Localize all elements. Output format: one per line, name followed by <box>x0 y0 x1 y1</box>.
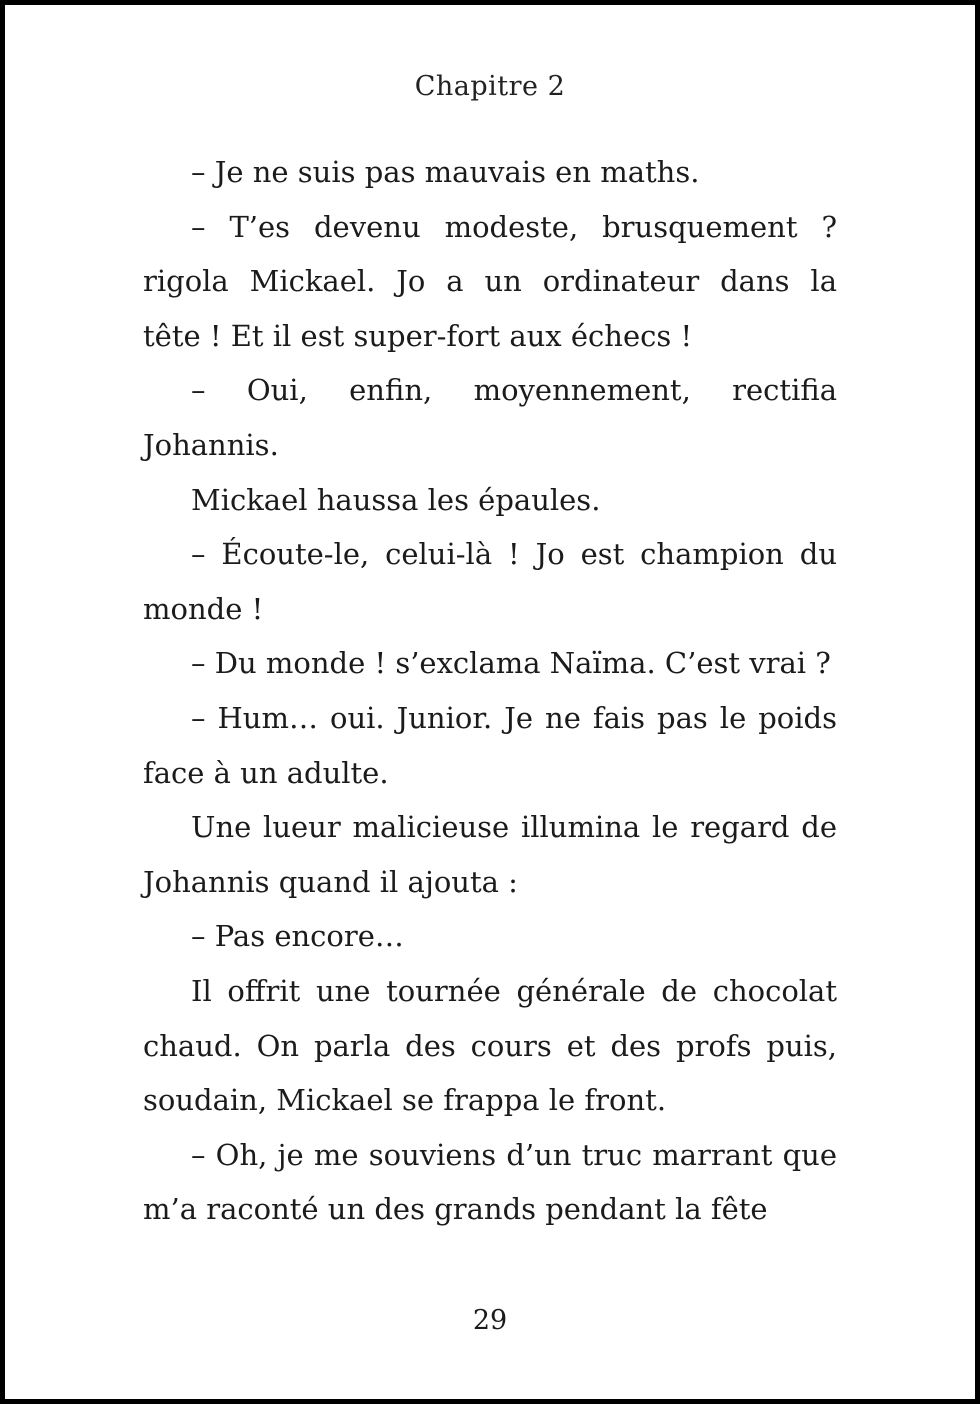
paragraph: Une lueur malicieuse illumina le regard de Johannis quand il ajouta : <box>143 810 837 899</box>
page-body-text <box>143 145 837 1237</box>
paragraph: – Je ne suis pas mauvais en maths. <box>191 155 700 189</box>
paragraph: – Pas encore… <box>191 919 404 954</box>
page-number: 29 <box>472 1305 508 1336</box>
chapter-title: Chapitre 2 <box>414 71 566 102</box>
paragraph: – Du monde ! s’exclama Naïma. C’est vrai ? <box>191 646 831 681</box>
paragraph: – Oh, je me souviens d’un truc marrant que m’a raconté un des grands pendant la fête <box>143 1137 837 1227</box>
paragraph: – Oui, enfin, moyennement, rectifia Johannis. <box>143 373 837 462</box>
paragraph: – Hum… oui. Junior. Je ne fais pas le poids face à un adulte. <box>143 700 837 790</box>
paragraph: – Écoute-le, celui-là ! Jo est champion du monde ! <box>143 537 837 626</box>
paragraph: Il offrit une tournée générale de chocolat chaud. On parla des cours et des profs puis, soudain, Mickael se frappa le front. <box>143 973 837 1118</box>
paragraph: – T’es devenu modeste, brusquement ? rigola Mickael. Jo a un ordinateur dans la tête ! Et il est super-fort aux échecs ! <box>143 209 837 353</box>
paragraph: Mickael haussa les épaules. <box>191 482 601 517</box>
